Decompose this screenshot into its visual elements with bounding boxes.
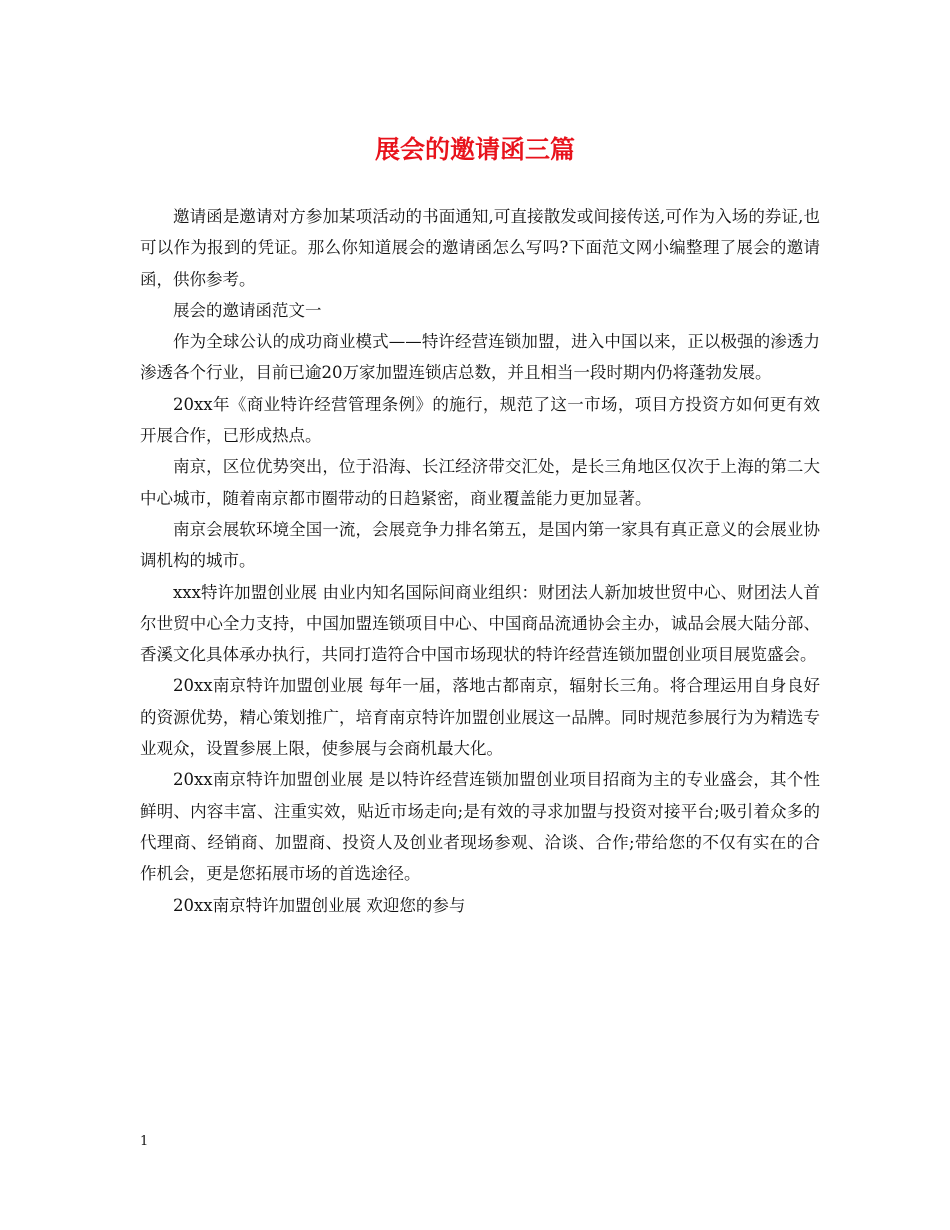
paragraph: 南京，区位优势突出，位于沿海、长江经济带交汇处，是长三角地区仅次于上海的第二大中心城市，随着南京都市圈带动的日趋紧密，商业覆盖能力更加显著。 — [140, 457, 820, 508]
paragraph: xxx特许加盟创业展 由业内知名国际间商业组织：财团法人新加坡世贸中心、财团法人首尔世贸中心全力支持，中国加盟连锁项目中心、中国商品流通协会主办，诚品会展大陆分部、香溪文化具体承办执行，共同打造符合中国市场现状的特许经营连锁加盟创业项目展览盛会。 — [140, 582, 820, 665]
document-body — [140, 201, 820, 921]
paragraph: 20xx南京特许加盟创业展 是以特许经营连锁加盟创业项目招商为主的专业盛会，其个性鲜明、内容丰富、注重实效，贴近市场走向;是有效的寻求加盟与投资对接平台;吸引着众多的代理商、经销商、加盟商、投资人及创业者现场参观、洽谈、合作;带给您的不仅有实在的合作机会，更是您拓展市场的首选途径。 — [140, 770, 820, 884]
paragraph: 20xx南京特许加盟创业展 每年一届，落地古都南京，辐射长三角。将合理运用自身良好的资源优势，精心策划推广，培育南京特许加盟创业展这一品牌。同时规范参展行为为精选专业观众，设置参展上限，使参展与会商机最大化。 — [140, 676, 820, 759]
paragraph-section-heading: 展会的邀请函范文一 — [173, 300, 322, 320]
paragraph: 作为全球公认的成功商业模式——特许经营连锁加盟，进入中国以来，正以极强的渗透力渗透各个行业，目前已逾20万家加盟连锁店总数，并且相当一段时期内仍将蓬勃发展。 — [140, 332, 820, 383]
paragraph: 南京会展软环境全国一流，会展竞争力排名第五，是国内第一家具有真正意义的会展业协调机构的城市。 — [140, 519, 820, 571]
document-title: 展会的邀请函三篇 — [374, 135, 575, 164]
page-number: 1 — [140, 1134, 149, 1149]
paragraph-intro: 邀请函是邀请对方参加某项活动的书面通知,可直接散发或间接传送,可作为入场的券证,也可以作为报到的凭证。那么你知道展会的邀请函怎么写吗?下面范文网小编整理了展会的邀请函，供你参考。 — [140, 207, 820, 289]
paragraph: 20xx年《商业特许经营管理条例》的施行，规范了这一市场，项目方投资方如何更有效开展合作，已形成热点。 — [140, 394, 820, 446]
paragraph-closing: 20xx南京特许加盟创业展 欢迎您的参与 — [173, 895, 466, 915]
